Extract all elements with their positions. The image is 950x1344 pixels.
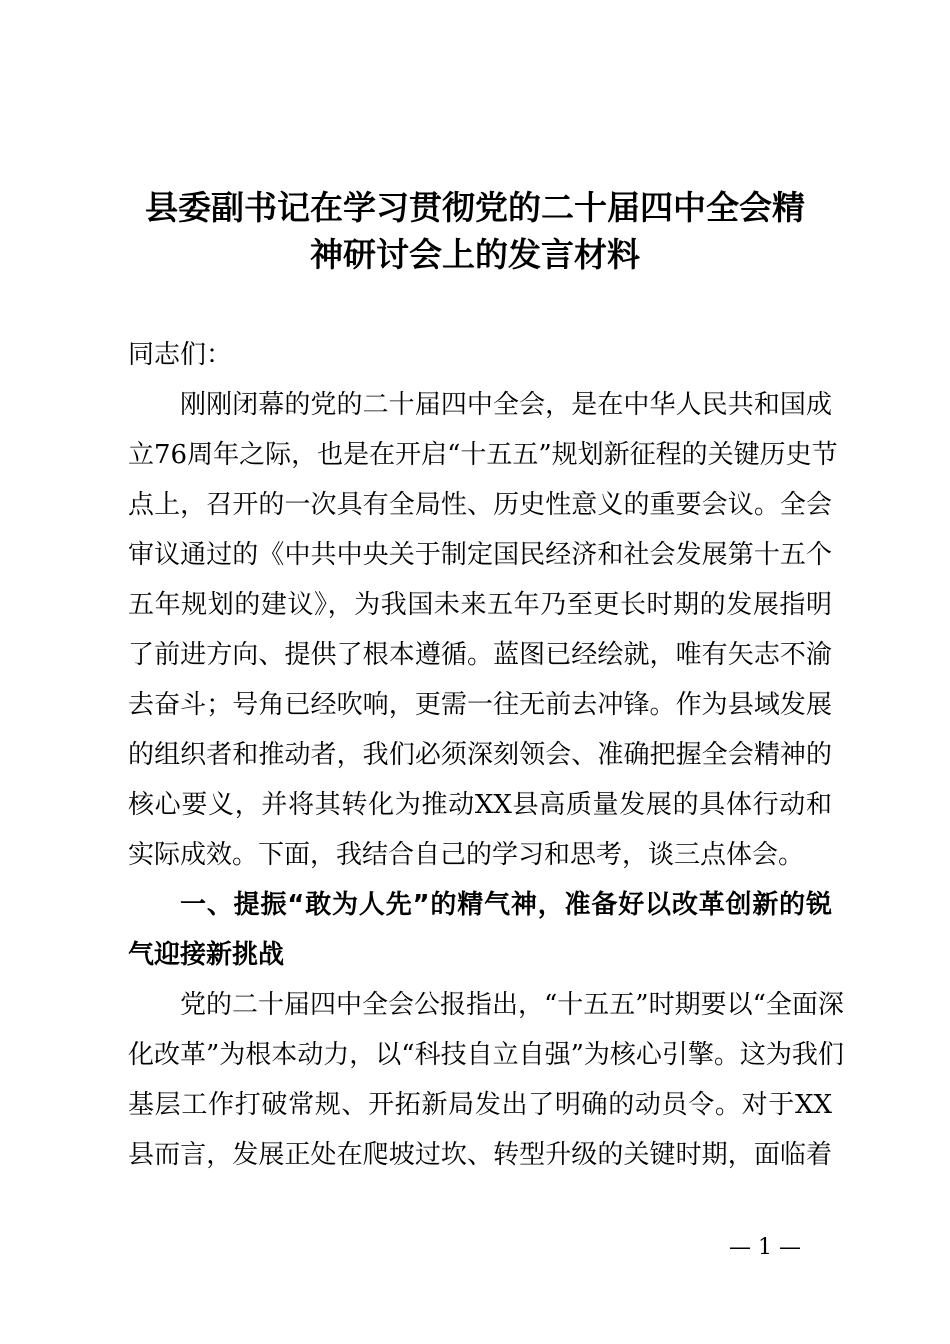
text-line: 五年规划的建议》，为我国未来五年乃至更长时期的发展指明 bbox=[128, 590, 832, 620]
text-line: 审议通过的《中共中央关于制定国民经济和社会发展第十五个 bbox=[128, 540, 832, 570]
document-body bbox=[128, 330, 844, 1180]
text-line: 化改革”为根本动力，以“科技自立自强”为核心引擎。这为我们 bbox=[128, 1040, 844, 1070]
title-line: 县委副书记在学习贯彻党的二十届四中全会精 bbox=[145, 188, 805, 227]
text-line: 核心要义，并将其转化为推动XX县高质量发展的具体行动和 bbox=[128, 790, 832, 820]
text-line: 刚刚闭幕的党的二十届四中全会，是在中华人民共和国成 bbox=[180, 390, 832, 420]
text-line: 的组织者和推动者，我们必须深刻领会、准确把握全会精神的 bbox=[128, 740, 832, 770]
heading-line: 气迎接新挑战 bbox=[128, 940, 285, 970]
text-line: 实际成效。下面，我结合自己的学习和思考，谈三点体会。 bbox=[128, 840, 805, 870]
text-line: 点上，召开的一次具有全局性、历史性意义的重要会议。全会 bbox=[128, 490, 832, 520]
text-line: 基层工作打破常规、开拓新局发出了明确的动员令。对于XX bbox=[128, 1090, 832, 1120]
text-line: 去奋斗；号角已经吹响，更需一往无前去冲锋。作为县域发展 bbox=[128, 690, 832, 720]
section-heading-1 bbox=[128, 880, 832, 980]
heading-line: 一、提振“敢为人先”的精气神，准备好以改革创新的锐 bbox=[180, 890, 832, 920]
paragraph-1 bbox=[128, 380, 838, 880]
text-line: 党的二十届四中全会公报指出，“十五五”时期要以“全面深 bbox=[180, 990, 844, 1020]
salutation: 同志们： bbox=[128, 340, 233, 370]
title-line: 神研讨会上的发言材料 bbox=[310, 235, 640, 274]
page-number: — 1 — bbox=[729, 1235, 801, 1260]
text-line: 立76周年之际，也是在开启“十五五”规划新征程的关键历史节 bbox=[128, 440, 838, 470]
text-line: 了前进方向、提供了根本遵循。蓝图已经绘就，唯有矢志不渝 bbox=[128, 640, 832, 670]
paragraph-2 bbox=[128, 980, 844, 1180]
document-title bbox=[0, 184, 950, 278]
text-line: 县而言，发展正处在爬坡过坎、转型升级的关键时期，面临着 bbox=[128, 1140, 832, 1170]
